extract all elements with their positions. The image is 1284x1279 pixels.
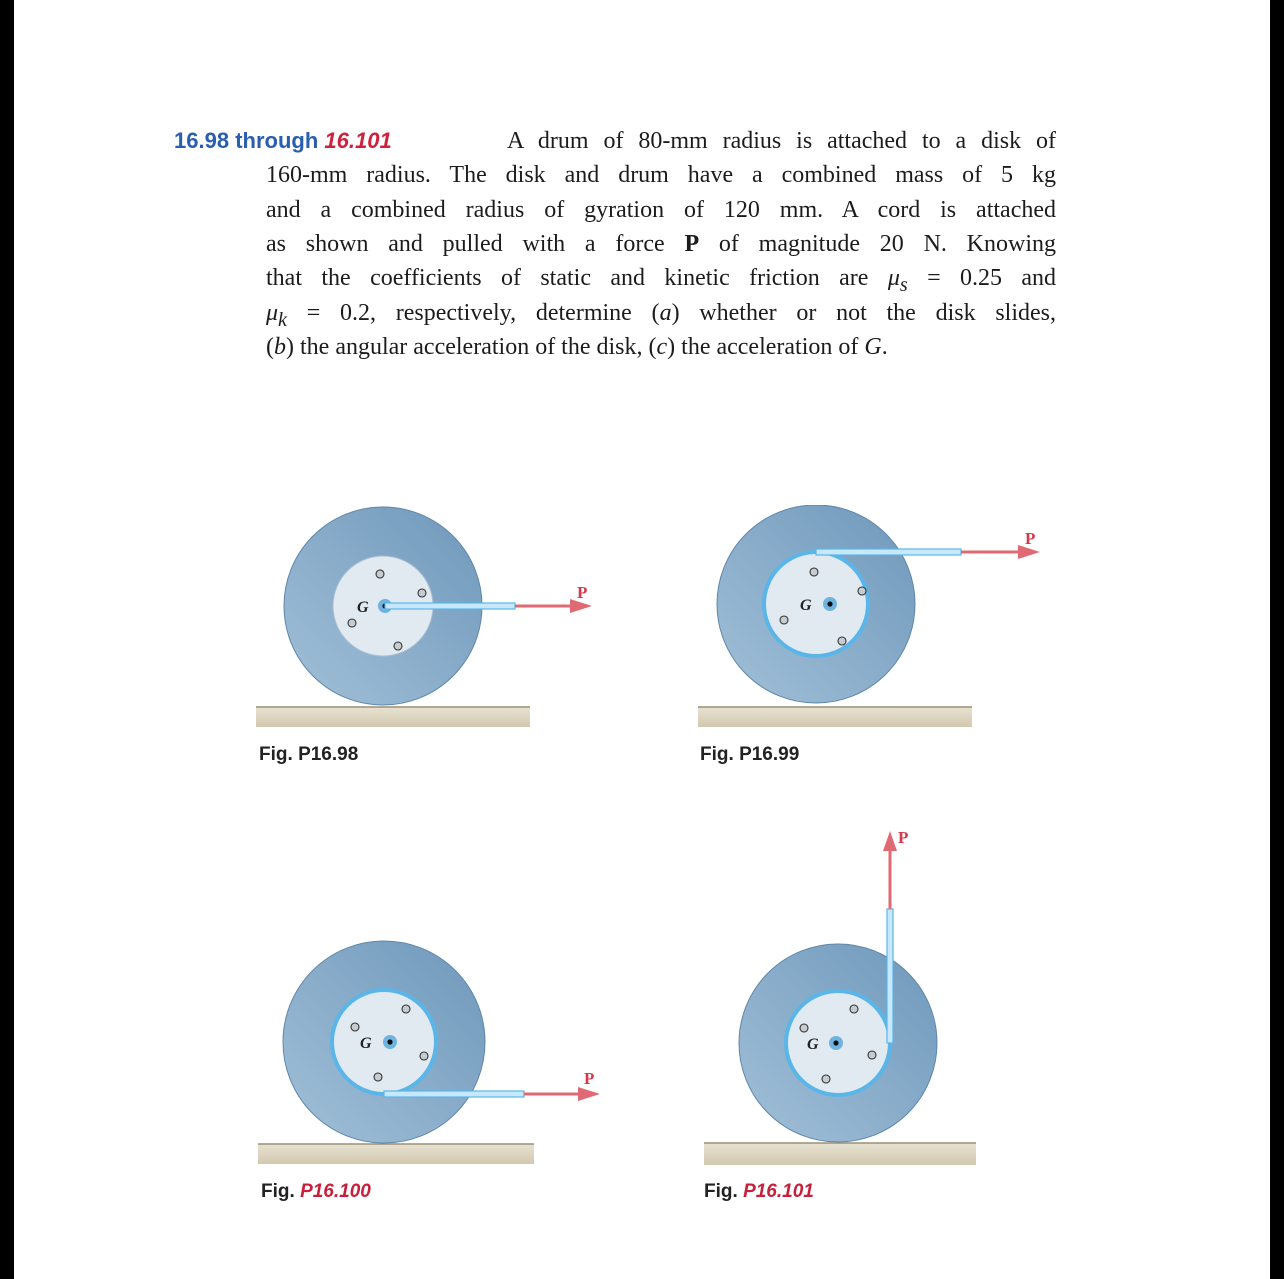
figure-p16-99: [676, 505, 1056, 765]
center-label: G: [360, 1035, 372, 1052]
problem-through: through: [235, 128, 319, 153]
figure-caption: [261, 1181, 371, 1203]
caption-number: P16.98: [298, 744, 359, 765]
caption-prefix: Fig.: [700, 744, 740, 765]
force-label: P: [898, 828, 909, 847]
page: [14, 0, 1270, 1279]
cord: [384, 1091, 524, 1097]
line7-end: .: [881, 333, 888, 360]
mu-k-letter: μ: [266, 299, 279, 326]
figure-caption: [259, 744, 358, 766]
statement-line-7: [266, 330, 1056, 364]
ground-surface: [704, 1143, 976, 1165]
problem-number-end: 16.101: [324, 128, 392, 153]
center-label: G: [357, 599, 369, 616]
caption-number: P16.101: [743, 1181, 814, 1202]
line6-text-b: ) whether or not the disk slides,: [671, 299, 1056, 326]
caption-prefix: Fig.: [261, 1181, 301, 1202]
force-symbol-P: P: [684, 230, 700, 257]
part-b: b: [274, 333, 286, 360]
line4-post: of magnitude 20 N. Knowing: [718, 230, 1057, 257]
ground-surface: [698, 707, 972, 727]
statement-line-3: and a combined radius of gyration of 120 mm. A cord is attached: [266, 196, 1056, 223]
center-point: [387, 1039, 392, 1044]
mu-k-subscript: k: [278, 308, 287, 331]
force-label: P: [584, 1069, 595, 1088]
line5-post: = 0.25 and: [927, 265, 1057, 292]
mu-k-symbol: [266, 299, 287, 331]
mu-s-subscript: s: [899, 273, 908, 296]
figure-p16-100: [234, 930, 614, 1202]
part-c: c: [656, 333, 668, 360]
center-point: [827, 601, 832, 606]
line6-text-a: = 0.2, respectively, determine (: [306, 299, 660, 326]
problem-number: [174, 124, 392, 158]
figure-caption: [704, 1181, 814, 1203]
caption-prefix: Fig.: [704, 1181, 744, 1202]
center-label: G: [800, 597, 812, 614]
force-label: P: [577, 583, 588, 602]
figure-p16-101-drawing: [676, 825, 1056, 1170]
statement-line-4: [266, 227, 1056, 261]
figure-p16-101: [676, 825, 1056, 1202]
statement-line-2: 160-mm radius. The disk and drum have a combined mass of 5 kg: [266, 162, 1056, 189]
cord: [887, 909, 893, 1043]
cord: [385, 603, 515, 609]
center-G: G: [864, 333, 882, 360]
force-arrowhead: [883, 831, 897, 851]
line7-open-b: (: [266, 333, 274, 360]
force-arrowhead: [578, 1087, 600, 1101]
center-label: G: [807, 1036, 819, 1053]
line4-pre: as shown and pulled with a force: [266, 230, 665, 257]
figure-p16-99-drawing: [676, 505, 1056, 745]
caption-number: P16.99: [739, 744, 800, 765]
statement-line-1: A drum of 80-mm radius is attached to a disk of: [507, 128, 1056, 154]
ground-surface: [258, 1144, 534, 1164]
cord: [816, 549, 961, 555]
line5-pre: that the coefficients of static and kinetic friction are: [266, 265, 869, 292]
figure-p16-98-drawing: [234, 505, 614, 745]
figure-p16-98: [234, 505, 614, 765]
caption-number: P16.100: [300, 1181, 371, 1202]
caption-prefix: Fig.: [259, 744, 299, 765]
line7-mid2: ) the acceleration of: [667, 333, 859, 360]
line7-mid1: ) the angular acceleration of the disk, (: [286, 333, 657, 360]
ground-surface: [256, 707, 530, 727]
mu-s-letter: μ: [887, 265, 900, 292]
force-label: P: [1025, 529, 1036, 548]
center-point: [833, 1040, 838, 1045]
mu-s-symbol: [887, 265, 908, 296]
drum: [764, 552, 868, 656]
problem-number-start: 16.98: [174, 128, 230, 153]
figure-caption: [700, 744, 799, 766]
figure-p16-100-drawing: [234, 930, 614, 1170]
part-a: a: [659, 299, 672, 326]
